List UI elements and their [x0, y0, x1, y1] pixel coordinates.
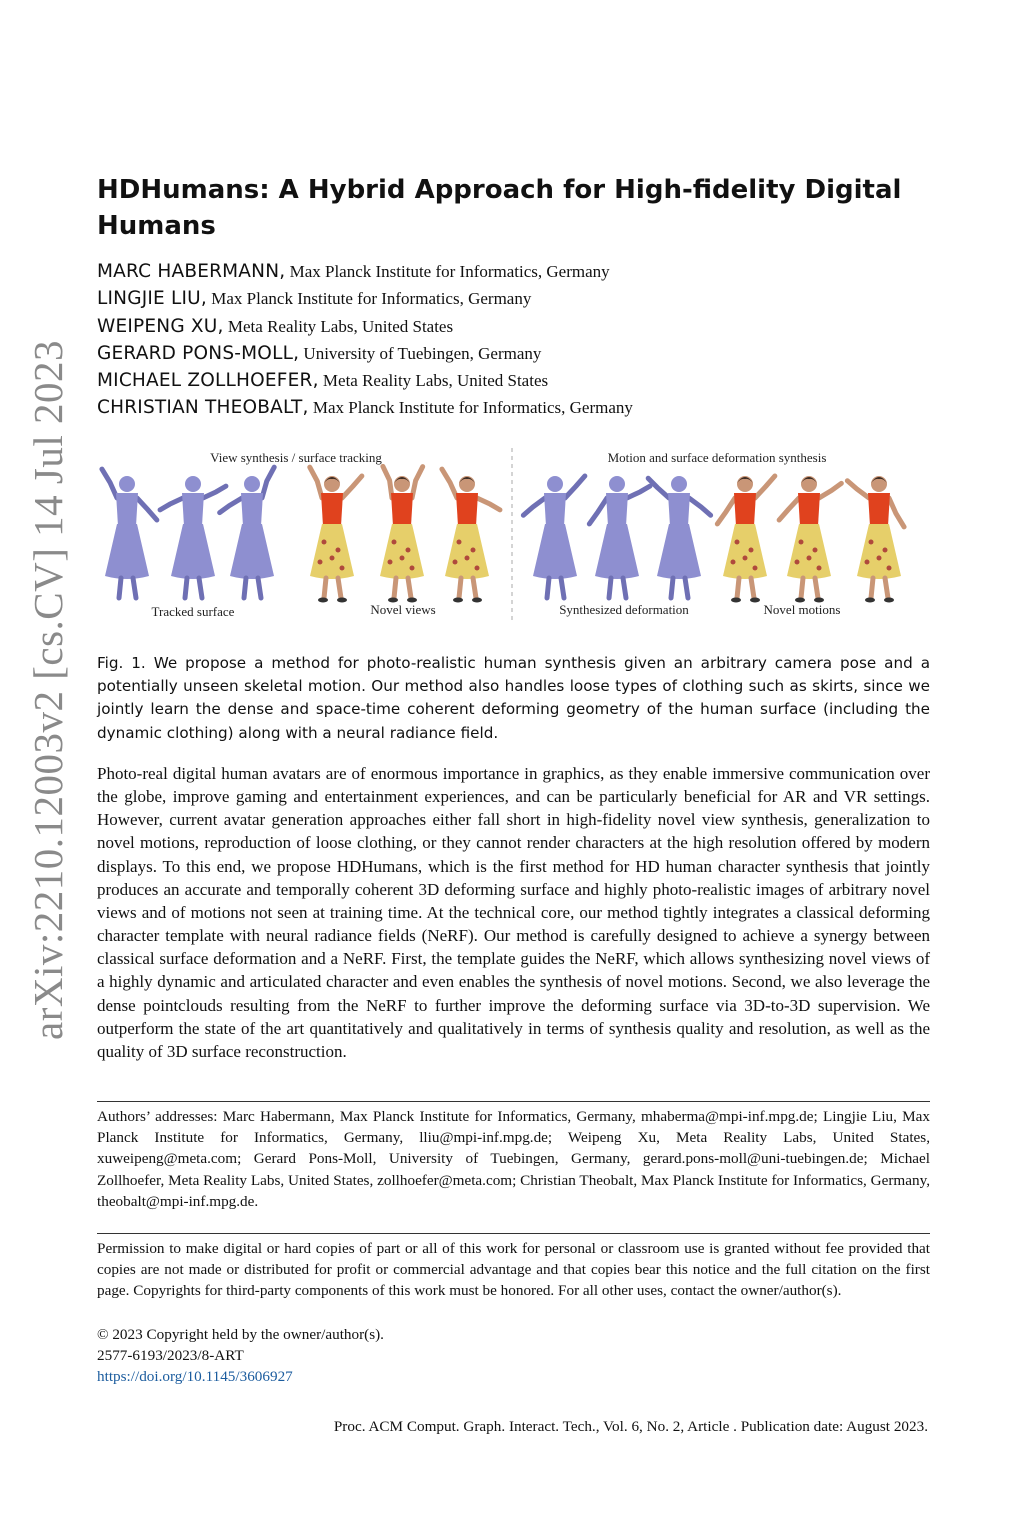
author-affiliation: Max Planck Institute for Informatics, Germany	[285, 262, 610, 281]
author-name: WEIPENG XU,	[97, 315, 224, 337]
person-head	[547, 476, 563, 492]
mesh-person	[648, 476, 710, 598]
person-leg	[815, 578, 818, 598]
person-skirt	[787, 524, 831, 579]
person-head	[185, 476, 201, 492]
skirt-flower	[735, 540, 740, 545]
skirt-flower	[400, 556, 405, 561]
mesh-person	[160, 476, 226, 598]
person-leg	[244, 578, 246, 598]
person-torso	[798, 493, 820, 526]
footnote-rule	[97, 1101, 930, 1102]
person-skirt	[310, 524, 354, 579]
person-leg	[394, 578, 396, 598]
person-leg	[473, 578, 476, 598]
figure-people	[102, 466, 904, 602]
person-leg	[801, 578, 803, 598]
person-skirt	[723, 524, 767, 579]
person-torso	[544, 493, 566, 526]
skirt-flower	[318, 560, 323, 565]
skirt-flower	[453, 560, 458, 565]
person-shoe	[884, 598, 894, 603]
skirt-flower	[388, 560, 393, 565]
person-leg	[871, 578, 873, 598]
author-affiliation: Max Planck Institute for Informatics, Germany	[308, 398, 633, 418]
person-head	[671, 476, 687, 492]
skirt-flower	[753, 566, 758, 571]
author-affiliation: Meta Reality Labs, United States	[318, 371, 549, 391]
skirt-flower	[807, 556, 812, 561]
person-leg	[324, 578, 326, 598]
person-head	[609, 476, 625, 492]
person-arm	[412, 467, 423, 498]
person-arm	[160, 498, 183, 510]
skirt-flower	[410, 566, 415, 571]
skirt-flower	[749, 548, 754, 553]
person-leg	[885, 578, 888, 598]
person-arm	[627, 486, 650, 498]
person-skirt	[380, 524, 424, 579]
skirt-flower	[731, 560, 736, 565]
rendered-person	[847, 476, 904, 603]
skirt-flower	[336, 548, 341, 553]
person-skirt	[857, 524, 901, 579]
person-leg	[119, 578, 121, 598]
skirt-flower	[475, 566, 480, 571]
figure-heading-right: Motion and surface deformation synthesis	[607, 450, 827, 465]
person-arm	[442, 469, 457, 498]
person-arm	[137, 498, 157, 520]
author-list	[97, 258, 957, 422]
author-entry	[97, 394, 957, 421]
person-torso	[606, 493, 628, 526]
abstract: Photo-real digital human avatars are of enormous importance in graphics, as they enable immersive communication over the globe, improve gaming and entertainment experiences, and can be particularly beneficial for AR and VR settings. However, current avatar generation approaches either fall short in high-fidelity novel view synthesis, generalization to novel motions, reproduction of loose clothing, or they cannot render characters at the high resolution offered by modern displays. To this end, we propose HDHumans, which is the first method for HD human character synthesis that jointly produces an accurate and temporally coherent 3D deforming surface and highly photo-realistic images of arbitrary novel views and of motions not seen at training time. At the technical core, our method tightly integrates a classical deforming character template with neural radiance fields (NeRF). Our method is carefully designed to achieve a synergy between classical surface deformation and a NeRF. First, the template guides the NeRF, which allows synthesizing novel views of a highly dynamic and articulated character and even enables the synthesis of novel motions. Second, we also leverage the dense pointclouds resulting from the NeRF to further improve the deforming surface via 3D-to-3D supervision. We outperform the state of the art quantitatively and qualitatively in terms of synthesis quality and resolution, as well as the quality of 3D surface reconstruction.	[97, 764, 930, 1061]
person-skirt	[533, 524, 577, 579]
author-affiliation: Max Planck Institute for Informatics, Germany	[207, 289, 532, 309]
person-shoe	[472, 598, 482, 603]
skirt-flower	[330, 556, 335, 561]
person-leg	[408, 578, 411, 598]
paper-title: HDHumans: A Hybrid Approach for High-fidelity Digital Humans	[97, 175, 902, 241]
person-arm	[819, 483, 841, 498]
teaser-figure	[97, 444, 932, 624]
permission-notice: Permission to make digital or hard copies of part or all of this work for personal or classroom use is granted without fee provided that copies are not made or distributed for profit or commercial advantage and that copies bear this notice and the full citation on the first page. Copyrights for third-party components of this work must be honored. For all other uses, contact the owner/author(s).	[97, 1240, 930, 1300]
author-name: MARC HABERMANN,	[97, 261, 286, 282]
person-leg	[751, 578, 754, 598]
author-entry	[97, 313, 957, 340]
author-entry	[97, 285, 957, 312]
person-shoe	[453, 598, 463, 603]
doi-link[interactable]: https://doi.org/10.1145/3606927	[97, 1368, 293, 1386]
skirt-flower	[799, 540, 804, 545]
person-arm	[779, 498, 799, 520]
person-leg	[459, 578, 461, 598]
skirt-flower	[795, 560, 800, 565]
person-arm	[565, 476, 585, 498]
person-arm	[383, 466, 392, 498]
person-leg	[685, 578, 688, 598]
rendered-person	[779, 476, 841, 603]
person-torso	[241, 493, 263, 526]
skirt-flower	[817, 566, 822, 571]
author-name: CHRISTIAN THEOBALT,	[97, 397, 309, 419]
figure-label-novel-views: Novel views	[370, 602, 436, 617]
skirt-flower	[887, 566, 892, 571]
rendered-person	[442, 469, 500, 602]
person-arm	[342, 476, 362, 498]
person-skirt	[105, 524, 149, 579]
skirt-flower	[877, 556, 882, 561]
person-head	[119, 476, 135, 492]
rendered-person	[717, 476, 775, 603]
skirt-flower	[865, 560, 870, 565]
person-leg	[737, 578, 739, 598]
issn-line: 2577-6193/2023/8-ART	[97, 1347, 244, 1365]
person-leg	[199, 578, 202, 598]
person-torso	[734, 493, 756, 526]
person-arm	[589, 498, 607, 524]
author-name: MICHAEL ZOLLHOEFER,	[97, 370, 319, 392]
person-arm	[755, 476, 775, 498]
author-name: LINGJIE LIU,	[97, 288, 208, 310]
person-skirt	[445, 524, 489, 579]
person-head	[244, 476, 260, 492]
person-arm	[717, 498, 735, 524]
person-torso	[391, 493, 413, 526]
person-arm	[310, 467, 322, 498]
person-leg	[338, 578, 341, 598]
copyright-line: © 2023 Copyright held by the owner/author(s).	[97, 1326, 384, 1343]
skirt-flower	[471, 548, 476, 553]
skirt-flower	[457, 540, 462, 545]
person-torso	[116, 493, 138, 526]
skirt-flower	[813, 548, 818, 553]
rendered-person	[310, 467, 362, 602]
arxiv-identifier: arXiv:2210.12003v2 [cs.CV] 14 Jul 2023	[25, 339, 71, 1040]
author-name: GERARD PONS-MOLL,	[97, 342, 300, 364]
person-shoe	[865, 598, 875, 603]
page-footer: Proc. ACM Comput. Graph. Interact. Tech., Vol. 6, No. 2, Article . Publication date: August 2023.	[333, 1418, 928, 1435]
person-torso	[456, 493, 478, 526]
figure-heading-left: View synthesis / surface tracking	[210, 450, 382, 465]
person-torso	[668, 493, 690, 526]
person-arm	[262, 467, 274, 498]
figure-label-synthesized-deformation: Synthesized deformation	[559, 602, 689, 617]
person-arm	[220, 498, 242, 513]
skirt-flower	[392, 540, 397, 545]
skirt-flower	[340, 566, 345, 571]
person-leg	[623, 578, 626, 598]
person-torso	[868, 493, 890, 526]
rendered-person	[380, 466, 424, 602]
mesh-person	[102, 469, 157, 598]
person-leg	[547, 578, 549, 598]
person-shoe	[337, 598, 347, 603]
person-leg	[671, 578, 673, 598]
author-entry	[97, 367, 957, 394]
person-arm	[889, 498, 904, 527]
person-leg	[609, 578, 611, 598]
author-entry	[97, 340, 957, 367]
author-addresses: Authors’ addresses: Marc Habermann, Max Planck Institute for Informatics, Germany, mhaberma@mpi-inf.mpg.de; Lingjie Liu, Max Planck Institute for Informatics, Germany, lliu@mpi-inf.mpg.de; Weipeng Xu, Meta Reality Labs, United States, xuweipeng@meta.com; Gerard Pons-Moll, University of Tuebingen, Germany, gerard.pons-moll@uni-tuebingen.de; Michael Zollhoefer, Meta Reality Labs, United States, zollhoefer@meta.com; Christian Theobalt, Max Planck Institute for Informatics, Germany, theobalt@mpi-inf.mpg.de.	[97, 1108, 930, 1210]
person-skirt	[595, 524, 639, 579]
person-arm	[477, 498, 500, 510]
person-arm	[689, 498, 711, 515]
person-skirt	[230, 524, 274, 579]
person-arm	[102, 469, 117, 498]
person-leg	[185, 578, 187, 598]
mesh-person	[523, 476, 584, 598]
skirt-flower	[743, 556, 748, 561]
person-shoe	[731, 598, 741, 603]
skirt-flower	[869, 540, 874, 545]
person-arm	[523, 498, 545, 515]
author-entry	[97, 258, 957, 285]
skirt-flower	[883, 548, 888, 553]
skirt-flower	[322, 540, 327, 545]
person-torso	[182, 493, 204, 526]
person-leg	[133, 578, 136, 598]
person-leg	[258, 578, 261, 598]
author-affiliation: University of Tuebingen, Germany	[299, 343, 542, 363]
person-skirt	[171, 524, 215, 579]
person-arm	[203, 486, 226, 498]
skirt-flower	[465, 556, 470, 561]
mesh-person	[589, 476, 650, 598]
permission-rule	[97, 1233, 930, 1234]
figure-caption: Fig. 1. We propose a method for photo-realistic human synthesis given an arbitrary camera pose and a potentially unseen skeletal motion. Our method also handles loose types of clothing such as skirts, since we jointly learn the dense and space-time coherent deforming geometry of the human surface (including the dynamic clothing) along with a neural radiance field.	[97, 654, 930, 742]
skirt-flower	[406, 548, 411, 553]
person-leg	[561, 578, 564, 598]
person-arm	[847, 481, 869, 498]
person-skirt	[657, 524, 701, 579]
person-shoe	[750, 598, 760, 603]
figure-label-tracked-surface: Tracked surface	[151, 604, 235, 619]
person-torso	[321, 493, 343, 526]
person-shoe	[318, 598, 328, 603]
teaser-figure-canvas	[97, 444, 932, 624]
author-affiliation: Meta Reality Labs, United States	[223, 316, 454, 336]
figure-label-novel-motions: Novel motions	[763, 602, 841, 617]
publication-info	[97, 1324, 930, 1388]
